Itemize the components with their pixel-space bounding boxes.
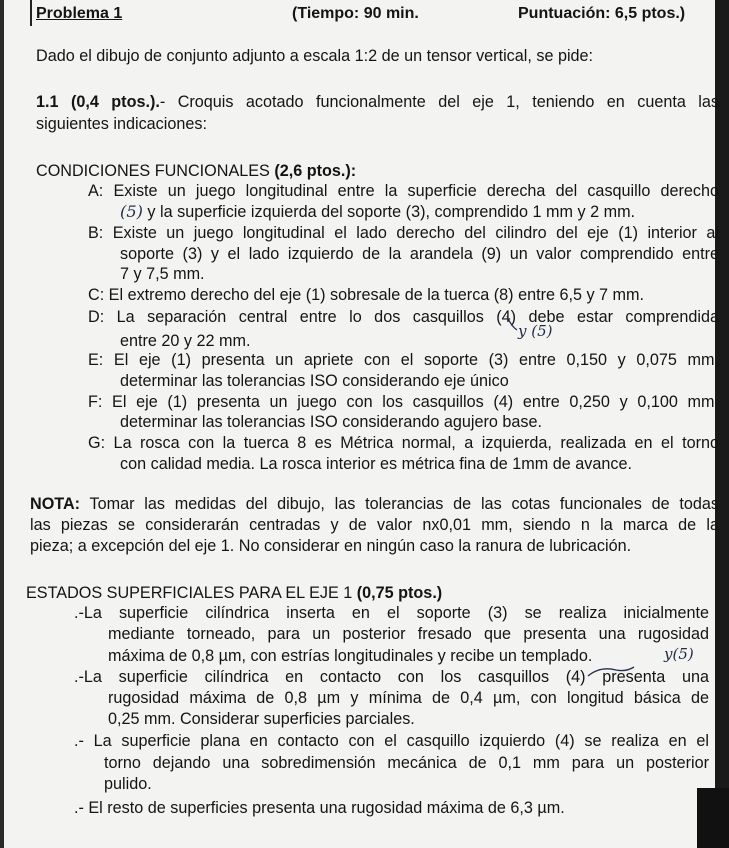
surface-4-line-1: .- El resto de superficies presenta una rugosidad máxima de 6,3 µm. bbox=[74, 799, 565, 817]
conditions-points: (2,6 ptos.): bbox=[274, 162, 357, 180]
handwritten-strike bbox=[586, 664, 636, 682]
note-label: NOTA: bbox=[30, 495, 81, 513]
surface-1-line-3: máxima de 0,8 µm, con estrías longitudinales y recibe un templado. bbox=[108, 647, 593, 665]
surfaces-heading bbox=[26, 583, 442, 603]
condition-d-line-1: D: La separación central entre lo dos casquillos (4) debe estar comprendida bbox=[88, 308, 719, 326]
surface-1-line-1: .-La superficie cilíndrica inserta en el soporte (3) se realiza inicialmente bbox=[74, 604, 709, 622]
condition-g-line-2: con calidad media. La rosca interior es métrica fina de 1mm de avance. bbox=[120, 455, 632, 473]
scan-right-edge bbox=[715, 0, 729, 848]
note-line-1 bbox=[30, 494, 719, 514]
condition-d-line-2: entre 20 y 22 mm. bbox=[120, 332, 251, 350]
condition-e-line-2: determinar las tolerancias ISO considerando eje único bbox=[120, 372, 509, 390]
conditions-heading-text: CONDICIONES FUNCIONALES bbox=[36, 162, 275, 180]
surface-3-line-2: torno dejando una sobredimensión mecánica de 0,1 mm para un posterior bbox=[104, 754, 709, 772]
task-text: - Croquis acotado funcionalmente del eje 1, teniendo en cuenta las bbox=[159, 93, 720, 111]
time-limit: (Tiempo: 90 min. bbox=[292, 5, 419, 22]
note-line-3: pieza; a excepción del eje 1. No considerar en ningún caso la ranura de lubricación. bbox=[30, 537, 632, 555]
note-line-2: las piezas se considerarán centradas y de valor nx0,01 mm, siendo n la marca de la bbox=[30, 516, 719, 534]
handwritten-annotation-d: y (5) bbox=[518, 322, 553, 340]
condition-a-text: y la superficie izquierda del soporte (3), comprendido 1 mm y 2 mm. bbox=[142, 203, 636, 221]
surface-2-line-3: 0,25 mm. Considerar superficies parciales. bbox=[108, 710, 415, 728]
handwritten-caret bbox=[505, 312, 529, 334]
task-line-2: siguientes indicaciones: bbox=[36, 115, 207, 133]
condition-e-line-1: E: El eje (1) presenta un apriete con el soporte (3) entre 0,150 y 0,075 mm, bbox=[88, 351, 719, 369]
intro-text: Dado el dibujo de conjunto adjunto a escala 1:2 de un tensor vertical, se pide: bbox=[36, 47, 594, 65]
condition-b-line-1: B: Existe un juego longitudinal el lado derecho del cilindro del eje (1) interior al bbox=[88, 224, 719, 242]
condition-g-line-1: G: La rosca con la tuerca 8 es Métrica normal, a izquierda, realizada en el torno bbox=[88, 434, 719, 452]
task-number: 1.1 (0,4 ptos.). bbox=[36, 93, 160, 111]
scan-left-edge bbox=[0, 0, 4, 848]
surface-3-line-3: pulido. bbox=[104, 775, 152, 793]
conditions-heading bbox=[36, 161, 356, 181]
surface-1-line-2: mediante torneado, para un posterior fresado que presenta una rugosidad bbox=[108, 625, 709, 643]
condition-b-line-2: soporte (3) y el lado izquierdo de la arandela (9) un valor comprendido entre bbox=[120, 245, 719, 263]
note-text-1: Tomar las medidas del dibujo, las tolerancias de las cotas funcionales de todas bbox=[80, 495, 719, 513]
condition-a-line-1: A: Existe un juego longitudinal entre la superficie derecha del casquillo derecho bbox=[88, 182, 719, 200]
condition-f-line-2: determinar las tolerancias ISO considerando agujero base. bbox=[120, 413, 543, 431]
header-rule bbox=[30, 0, 32, 26]
surface-2-line-1: .-La superficie cilíndrica en contacto con los casquillos (4) presenta una bbox=[74, 668, 709, 686]
surface-2-line-2: rugosidad máxima de 0,8 µm y mínima de 0,4 µm, con longitud básica de bbox=[108, 689, 709, 707]
score: Puntuación: 6,5 ptos.) bbox=[518, 5, 686, 22]
surfaces-heading-text: ESTADOS SUPERFICIALES PARA EL EJE 1 bbox=[26, 584, 357, 602]
scan-corner-shadow bbox=[697, 788, 729, 848]
handwritten-correction-5: (5) bbox=[120, 202, 143, 221]
surfaces-points: (0,75 ptos.) bbox=[356, 584, 443, 602]
task-line-1 bbox=[36, 92, 719, 112]
problem-title: Problema 1 bbox=[36, 5, 123, 22]
condition-c: C: El extremo derecho del eje (1) sobresale de la tuerca (8) entre 6,5 y 7 mm. bbox=[88, 286, 645, 304]
condition-a-line-2 bbox=[120, 202, 635, 222]
condition-f-line-1: F: El eje (1) presenta un juego con los casquillos (4) entre 0,250 y 0,100 mm, bbox=[88, 393, 719, 411]
surface-3-line-1: .- La superficie plana en contacto con el casquillo izquierdo (4) se realiza en el bbox=[74, 732, 709, 750]
condition-b-line-3: 7 y 7,5 mm. bbox=[120, 265, 205, 283]
handwritten-annotation-s1: y(5) bbox=[664, 645, 694, 663]
